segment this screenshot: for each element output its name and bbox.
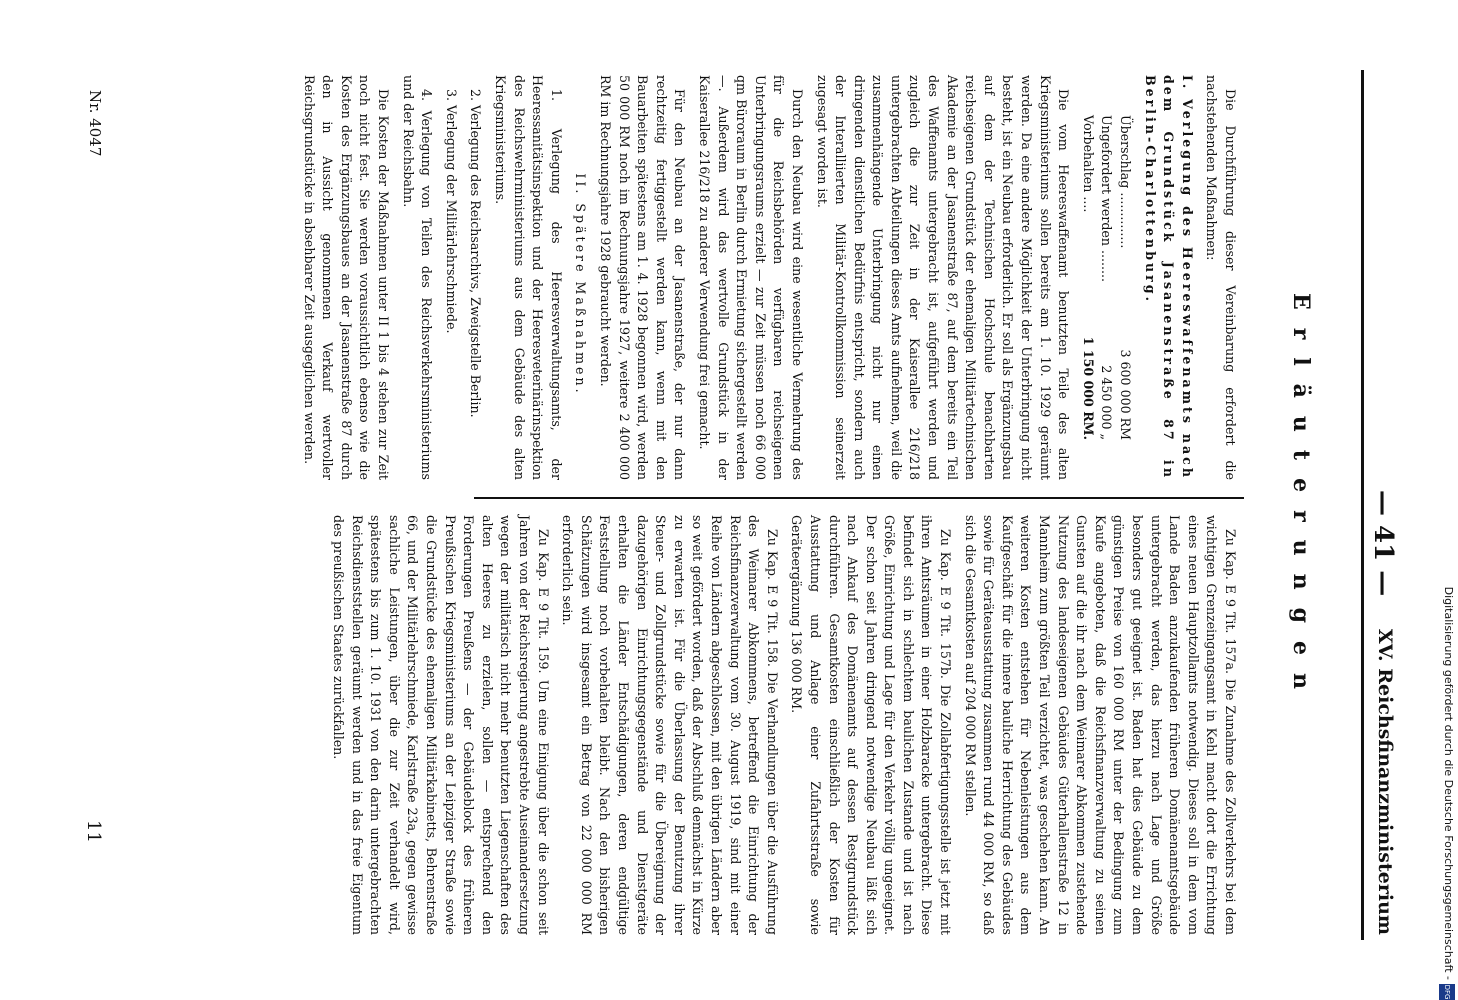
list-item: 4. Verlegung von Teilen des Reichsverkehrsministeriums und der Reichsbahn. [400,75,435,480]
sheet-number: 11 [83,820,104,843]
amount-row: Ungefordert werden ........ 2 450 000 „ [1099,115,1115,440]
dfg-credit [1434,0,1458,1000]
list-item: 3. Verlegung der Militärlehrschmiede. [443,89,459,334]
dfg-credit-text: Digitalisierung gefördert durch die Deutsche Forschungsgemeinschaft - [1442,586,1455,980]
paragraph: Zu Kap. E 9 Tit. 157a. Die Zunahme des Zollverkehrs bei dem wichtigen Grenzeingangsamt in Kehl macht dort die Errichtung eines neuen Hauptzollamts notwendig. Dieses soll in dem vom Lande Baden anzukaufenden früheren Domänenamtsgebäude untergebracht werden, das hierzu nach Lage und Größe besonders gut geeignet ist. Baden hat dies Gebäude zu dem günstigen Preise von 160 000 RM unter der Bedingung zum Kaufe angeboten, daß die Reichsfinanzverwaltung zu seinen Gunsten auf die ihr nach dem Weimarer Abkommen zustehende Nutzung des landeseigenen Gebäudes Güterhallenstraße 12 in Mannheim zum größten Teil verzichtet, was geschehen kann. An weiteren Kosten entstehen für Nebenleistungen aus dem Kaufgeschäft für die innere bauliche Herrichtung des Gebäudes sowie für Geräteausstattung zusammen rund 44 000 RM, so daß sich die Gesamtkosten auf 204 000 RM stellen. [962,515,1238,935]
list-item: 2. Verlegung des Reichsarchivs, Zweigstelle Berlin. [468,89,484,418]
paragraph: Zu Kap. E 9 Tit. 157b. Die Zollabfertigungsstelle ist jetzt mit ihren Amtsräumen in einer Holzbaracke untergebracht. Diese befindet sich in schlechtem baulichen Zustande und ist nach Größe, Einrichtung und Lage für den Verkehr völlig ungeeignet. Der schon seit Jahren dringend notwendige Neubau läßt sich nach Ankauf des Domänenamts auf dessen Restgrundstück durchführen. Gesamtkosten einschließlich der Kosten für Ausstattung und Anlage einer Zufahrtsstraße sowie Geräteergänzung 136 000 RM. [789,515,954,935]
column-separator [474,497,1244,499]
header-rule [1361,70,1364,940]
dfg-logo-icon: DFG [1439,984,1455,1000]
amount-row: Vorbehalten .... 1 150 000 RM. [1080,115,1096,440]
page-number: — 41 — [1368,490,1398,597]
paragraph: Die vom Heereswaffenamt benutzten Teile des alten Kriegsministeriums sollen bereits am 1. 10. 1929 geräumt werden. Da eine andere Möglichkeit der Unterbringung nicht besteht, ist ein Neubau erforderlich. Er soll als Ergänzungsbau auf dem der Technischen Hochschule benachbarten reichseigenen Grundstück der ehemaligen Militärtechnischen Akademie an der Jasanenstraße 87, auf dem bereits ein Teil des Waffenamts untergebracht ist, aufgeführt werden und zugleich die zur Zeit in der Kaiserallee 216/218 untergebrachten Abteilungen dieses Amts aufnehmen, weil die zusammenhängende Unterbringung nicht nur einen dringenden dienstlichen Bedürfnis entspricht, sondern auch der Interalliierten Militär-Kontrollkommission seinerzeit zugesagt worden ist. [814,75,1072,480]
right-column [323,515,1240,935]
page-header [1364,60,1404,935]
paragraph: Für den Neubau an der Jasanenstraße, der nur dann rechtzeitig fertiggestellt werden kann, wenn mit den Bauarbeiten spätestens am 1. 4. 1928 begonnen wird, werden 50 000 RM noch im Rechnungsjahre 1927, weitere 2 400 000 RM im Rechnungsjahre 1928 gebraucht werden. [598,75,688,480]
subsection-title: II. Spätere Maßnahmen. [573,173,589,396]
amount-table [1078,75,1134,480]
list-item: 1. Verlegung des Heeresverwaltungsamts, der Heeressanitätsinspektion und der Heeresveterinärinspektion des Reichswehrministeriums aus dem Gebäude des alten Kriegsministeriums. [493,75,564,480]
paragraph: Zu Kap. E 9 Tit. 158. Die Verhandlungen über die Ausführung des Weimarer Abkommens, betreffend die Einrichtung der Reichsfinanzverwaltung vom 30. August 1919, sind mit einer Reihe von Ländern abgeschlossen, mit den übrigen Ländern aber so weit gefördert worden, daß der Abschluß demnächst in Kürze zu erwarten ist. Für die Überlassung der Benutzung ihrer Steuer- und Zollgrundstücke sowie für die Übereignung der dazugehörigen Einrichtungsgegenstände und Dienstgeräte erhalten die Länder Entschädigungen, deren endgültige Feststellung noch vorbehalten bleibt. Nach den bisherigen Schätzungen wird insgesamt ein Betrag von 22 000 000 RM erforderlich sein. [560,515,780,935]
print-number: Nr. 4047 [86,90,104,157]
paragraph: Zu Kap. E 9 Tit. 159. Um eine Einigung über die schon seit Jahren von der Reichsregierung angestrebte Auseinandersetzung wegen der militärisch nicht mehr benutzten Liegenschaften des alten Heeres zu erzielen, sollen — entsprechend den Forderungen Preußens — der Gebäudeblock des früheren Preußischen Kriegsministeriums an der Leipziger Straße sowie die Grundstücke des ehemaligen Militärkabinetts, Behrenstraße 66, und der Militärlehrschmiede, Karlstraße 23a, gegen gewisse sachliche Leistungen, über die zur Zeit verhandelt wird, spätestens bis zum 1. 10. 1931 von den darin untergebrachten Reichsdienststellen geräumt werden und in das freie Eigentum des preußischen Staates zurückfallen. [331,515,551,935]
ministry-title: XV. Reichsfinanzministerium [1374,628,1396,935]
amount-row: Überschlag .............. 3 600 000 RM [1118,115,1134,440]
measure-heading: I. Verlegung des Heereswaffenamts nach dem Grundstück Jasanenstraße 87 in Berlin-Charlottenburg. [1142,75,1195,480]
paragraph: Die Kosten der Maßnahmen unter II 1 bis 4 stehen zur Zeit noch nicht fest. Sie werden voraussichtlich ebenso wie die Kosten des Ergänzungsbaues an der Jasanenstraße 87 durch den in Aussicht genommenen Verkauf wertvoller Reichsgrundstücke in absehbarer Zeit ausgeglichen werden. [301,75,392,480]
intro-paragraph: Die Durchführung dieser Vereinbarung erfordert die nachstehenden Maßnahmen: [1204,75,1238,480]
paragraph: Durch den Neubau wird eine wesentliche Vermehrung des für die Reichsbehörden verfügbaren reichseigenen Unterbringungsraums erzielt — zur Zeit müssen noch 66 000 qm Büroraum in Berlin durch Ermietung sichergestellt werden —. Außerdem wird das wertvolle Grundstück in der Kaiserallee 216/218 zu anderer Verwendung frei gemacht. [696,75,805,480]
left-column [293,75,1239,480]
section-title: Erläuterungen [1288,292,1314,708]
